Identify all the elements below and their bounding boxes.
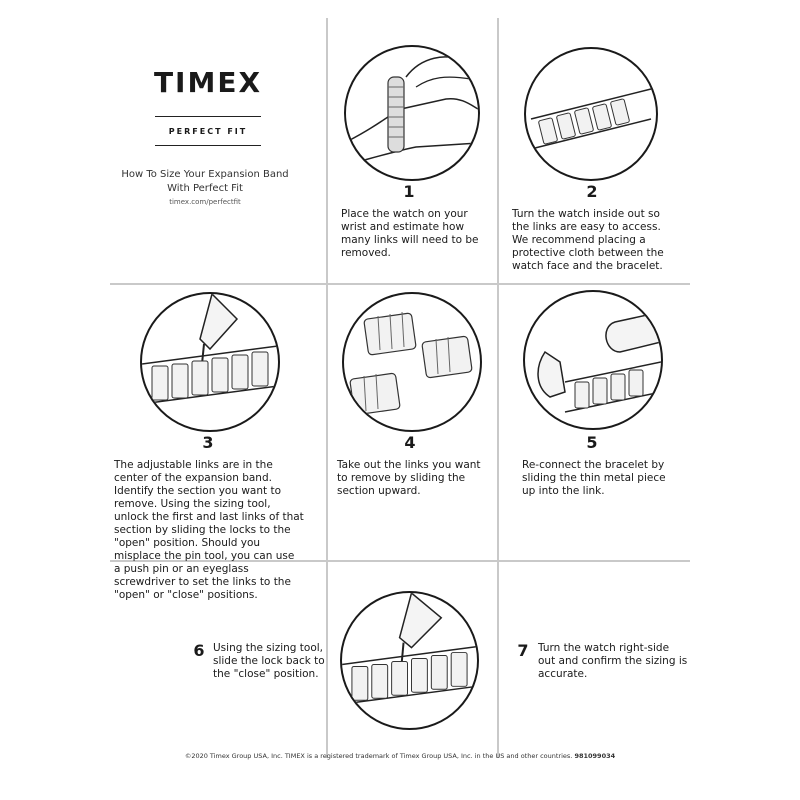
step-4-text: Take out the links you want to remove by sliding the section upward. bbox=[337, 459, 481, 497]
perfect-fit-label: PERFECT FIT bbox=[168, 127, 248, 136]
step-1-text: Place the watch on your wrist and estimate how many links will need to be removed. bbox=[341, 208, 479, 259]
intro-title-line2: With Perfect Fit bbox=[167, 183, 243, 194]
step-2-text: Turn the watch inside out so the links are easy to access. We recommend placing a protective cloth between the watch face and the bracelet. bbox=[512, 208, 664, 272]
reconnect-bracelet-icon bbox=[525, 292, 661, 428]
remove-links-icon bbox=[344, 294, 480, 430]
step-5-number: 5 bbox=[586, 433, 598, 452]
bracelet-inside-out-icon bbox=[526, 49, 656, 179]
step-7-number: 7 bbox=[517, 641, 529, 660]
intro-title bbox=[105, 168, 305, 196]
step-6-illustration bbox=[340, 591, 479, 730]
footer-text: ©2020 Timex Group USA, Inc. TIMEX is a registered trademark of Timex Group USA, Inc. in the US and other countries. bbox=[184, 752, 573, 760]
step-6-number: 6 bbox=[193, 641, 205, 660]
footer-code: 981099034 bbox=[574, 752, 616, 760]
step-4-illustration bbox=[342, 292, 482, 432]
sizing-tool-lock-icon bbox=[342, 593, 477, 728]
footer-copyright bbox=[0, 752, 800, 760]
divider-vertical-right bbox=[497, 18, 499, 758]
step-5-illustration bbox=[523, 290, 663, 430]
logo-rule-bottom bbox=[155, 145, 261, 146]
sizing-tool-unlock-icon bbox=[142, 294, 278, 430]
step-6-text: Using the sizing tool, slide the lock back to the "close" position. bbox=[213, 642, 325, 680]
timex-logo: TIMEX bbox=[153, 66, 263, 99]
step-3-text: The adjustable links are in the center of the expansion band. Identify the section you want to remove. Using the sizing tool, unlock the first and last links of that section by sliding the locks to the "open" position. Should you misplace the pin tool, you can use a push pin or an eyeglass screwdriver to set the links to the "open" or "close" positions. bbox=[114, 459, 304, 601]
logo-rule-top bbox=[155, 116, 261, 117]
step-2-illustration bbox=[524, 47, 658, 181]
step-5-text: Re-connect the bracelet by sliding the thin metal piece up into the link. bbox=[522, 459, 666, 497]
divider-horizontal-top bbox=[110, 283, 690, 285]
step-1-number: 1 bbox=[403, 182, 415, 201]
wrist-watch-icon bbox=[346, 47, 478, 179]
step-2-number: 2 bbox=[586, 182, 598, 201]
intro-title-line1: How To Size Your Expansion Band bbox=[121, 169, 289, 180]
step-3-number: 3 bbox=[202, 433, 214, 452]
step-1-illustration bbox=[344, 45, 480, 181]
intro-url: timex.com/perfectfit bbox=[169, 198, 241, 206]
step-7-text: Turn the watch right-side out and confirm the sizing is accurate. bbox=[538, 642, 688, 680]
step-4-number: 4 bbox=[404, 433, 416, 452]
step-3-illustration bbox=[140, 292, 280, 432]
